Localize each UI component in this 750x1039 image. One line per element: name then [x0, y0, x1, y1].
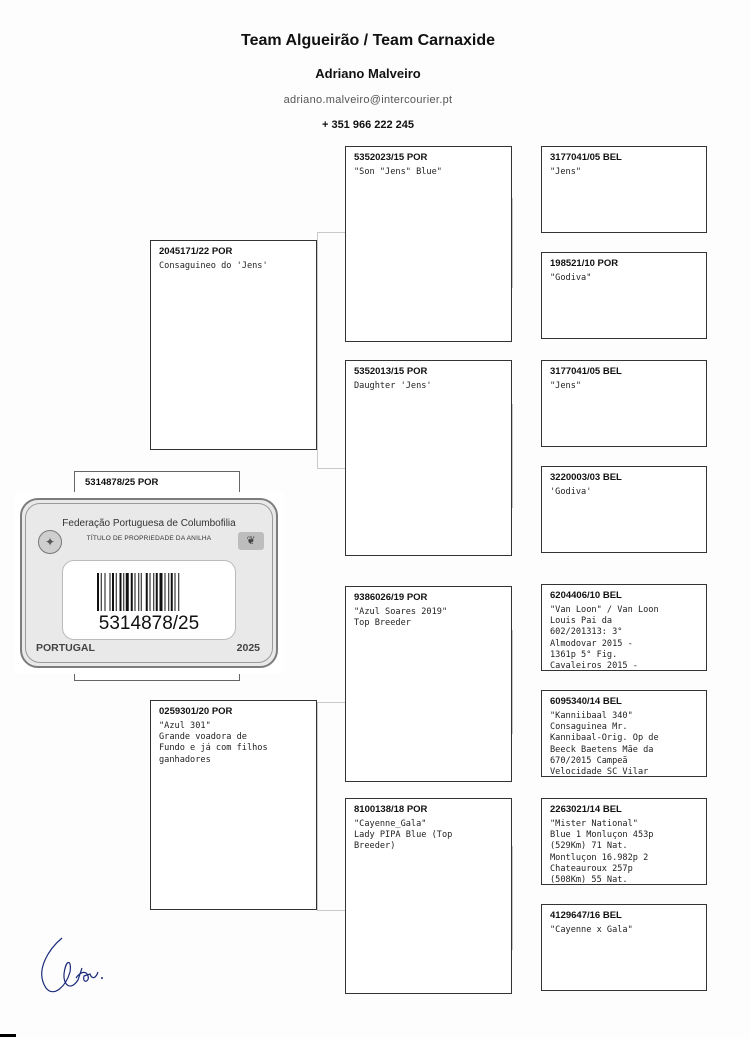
grandparent-box	[345, 798, 512, 994]
pigeon-description: "Jens"	[550, 381, 582, 391]
great-grandparent-box	[541, 690, 707, 777]
barcode-bar	[178, 573, 179, 611]
sire-box	[150, 240, 317, 450]
barcode-bar	[156, 573, 158, 611]
grandparent-box	[345, 360, 512, 556]
pigeon-description: "Kanniibaal 340" Consaguinea Mr. Kannibaal-Orig. Op de Beeck Baetens Mãe da 670/2015 Campeã Velocidade SC Vilar	[550, 711, 659, 777]
connector-line	[317, 232, 318, 468]
card-country: PORTUGAL	[36, 642, 95, 654]
barcode-bar	[112, 573, 114, 611]
card-ring-number: 5314878/25	[98, 613, 200, 634]
great-grandparent-box	[541, 252, 707, 339]
barcode-bar	[141, 573, 142, 611]
pigeon-description: "Mister National" Blue 1 Monluçon 453p (529Km) 71 Nat. Montluçon 16.982p 2 Chateauroux 257p (508Km) 55 Nat.	[550, 819, 654, 885]
great-grandparent-box	[541, 584, 707, 671]
barcode-bar	[123, 573, 124, 611]
connector-line	[512, 846, 513, 950]
barcode-bar	[120, 573, 122, 611]
ring-number: 6204406/10 BEL	[550, 590, 622, 601]
card-federation-name: Federação Portuguesa de Columbofilia	[62, 518, 236, 529]
ring-number: 5352013/15 POR	[354, 366, 428, 377]
great-grandparent-box	[541, 904, 707, 991]
pigeon-description: 'Godiva'	[550, 487, 592, 497]
connector-line	[317, 910, 345, 911]
ring-number: 198521/10 POR	[550, 258, 619, 269]
pigeon-description: Daughter 'Jens'	[354, 381, 432, 391]
ring-number: 9386026/19 POR	[354, 592, 428, 603]
great-grandparent-box	[541, 466, 707, 553]
barcode-bar	[153, 573, 154, 611]
pedigree-title: Team Algueirão / Team Carnaxide	[240, 32, 495, 49]
pigeon-description: "Cayenne x Gala"	[550, 925, 633, 935]
barcode-bar	[116, 573, 117, 611]
ring-number: 4129647/16 BEL	[550, 910, 622, 921]
grandparent-box	[345, 586, 512, 782]
barcode-bar	[131, 573, 133, 611]
barcode-bar	[110, 573, 111, 611]
grandparent-box	[345, 146, 512, 342]
connector-line	[317, 702, 318, 910]
connector-line	[512, 404, 513, 508]
great-grandparent-box	[541, 146, 707, 233]
barcode-bar	[126, 573, 129, 611]
breeder-name: Adriano Malveiro	[315, 66, 421, 81]
barcode-bar	[135, 573, 136, 611]
ring-title-card	[14, 492, 284, 674]
connector-line	[512, 630, 513, 734]
connector-line	[512, 198, 513, 288]
ring-number: 0259301/20 POR	[159, 706, 233, 717]
pigeon-description: Consaguineo do 'Jens'	[159, 261, 268, 271]
connector-line	[317, 232, 345, 233]
pigeon-description: "Azul 301" Grande voadora de Fundo e já com filhos ganhadores	[159, 721, 268, 765]
connector-line	[317, 702, 345, 703]
barcode-bar	[97, 573, 99, 611]
pigeon-description: "Son "Jens" Blue"	[354, 167, 442, 177]
barcode-area	[62, 560, 236, 640]
great-grandparent-box	[541, 360, 707, 447]
barcode-bar	[160, 573, 163, 611]
card-year: 2025	[236, 642, 260, 654]
dam-box	[150, 700, 317, 910]
pigeon-description: "Azul Soares 2019" Top Breeder	[354, 607, 448, 629]
ring-number: 2263021/14 BEL	[550, 804, 622, 815]
signature-icon	[30, 930, 130, 1000]
barcode-bar	[171, 573, 173, 611]
ring-number: 2045171/22 POR	[159, 246, 233, 257]
ring-number: 3177041/05 BEL	[550, 152, 622, 163]
pigeon-description: "Jens"	[550, 167, 582, 177]
ring-number: 3220003/03 BEL	[550, 472, 622, 483]
barcode-bar	[105, 573, 106, 611]
ring-number: 8100138/18 POR	[354, 804, 428, 815]
ring-number: 6095340/14 BEL	[550, 696, 622, 707]
barcode-bar	[146, 573, 148, 611]
barcode-bar	[150, 573, 151, 611]
barcode-bar	[175, 573, 176, 611]
barcode-bar	[168, 573, 169, 611]
subject-ring-number: 5314878/25 POR	[85, 477, 159, 488]
pigeon-logo-icon: ❦	[238, 532, 264, 550]
ring-number: 5352023/15 POR	[354, 152, 428, 163]
barcode-icon	[97, 573, 207, 611]
pigeon-description: "Van Loon" / Van Loon Louis Pai da 602/201313: 3° Almodovar 2015 - 1361p 5° Fig. Cavaleiros 2015 -	[550, 605, 659, 671]
page-edge-mark	[0, 1034, 16, 1037]
connector-line	[317, 468, 345, 469]
breeder-email: adriano.malveiro@intercourier.pt	[283, 94, 453, 106]
federation-emblem-icon: ✦	[38, 530, 62, 554]
card-title: TÍTULO DE PROPRIEDADE DA ANILHA	[86, 535, 212, 542]
barcode-bar	[101, 573, 102, 611]
barcode-bar	[138, 573, 139, 611]
ring-number: 3177041/05 BEL	[550, 366, 622, 377]
barcode-bar	[165, 573, 166, 611]
pigeon-description: "Cayenne_Gala" Lady PIPA Blue (Top Breeder)	[354, 819, 453, 852]
breeder-phone: + 351 966 222 245	[321, 119, 415, 131]
great-grandparent-box	[541, 798, 707, 885]
pigeon-description: "Godiva"	[550, 273, 592, 283]
